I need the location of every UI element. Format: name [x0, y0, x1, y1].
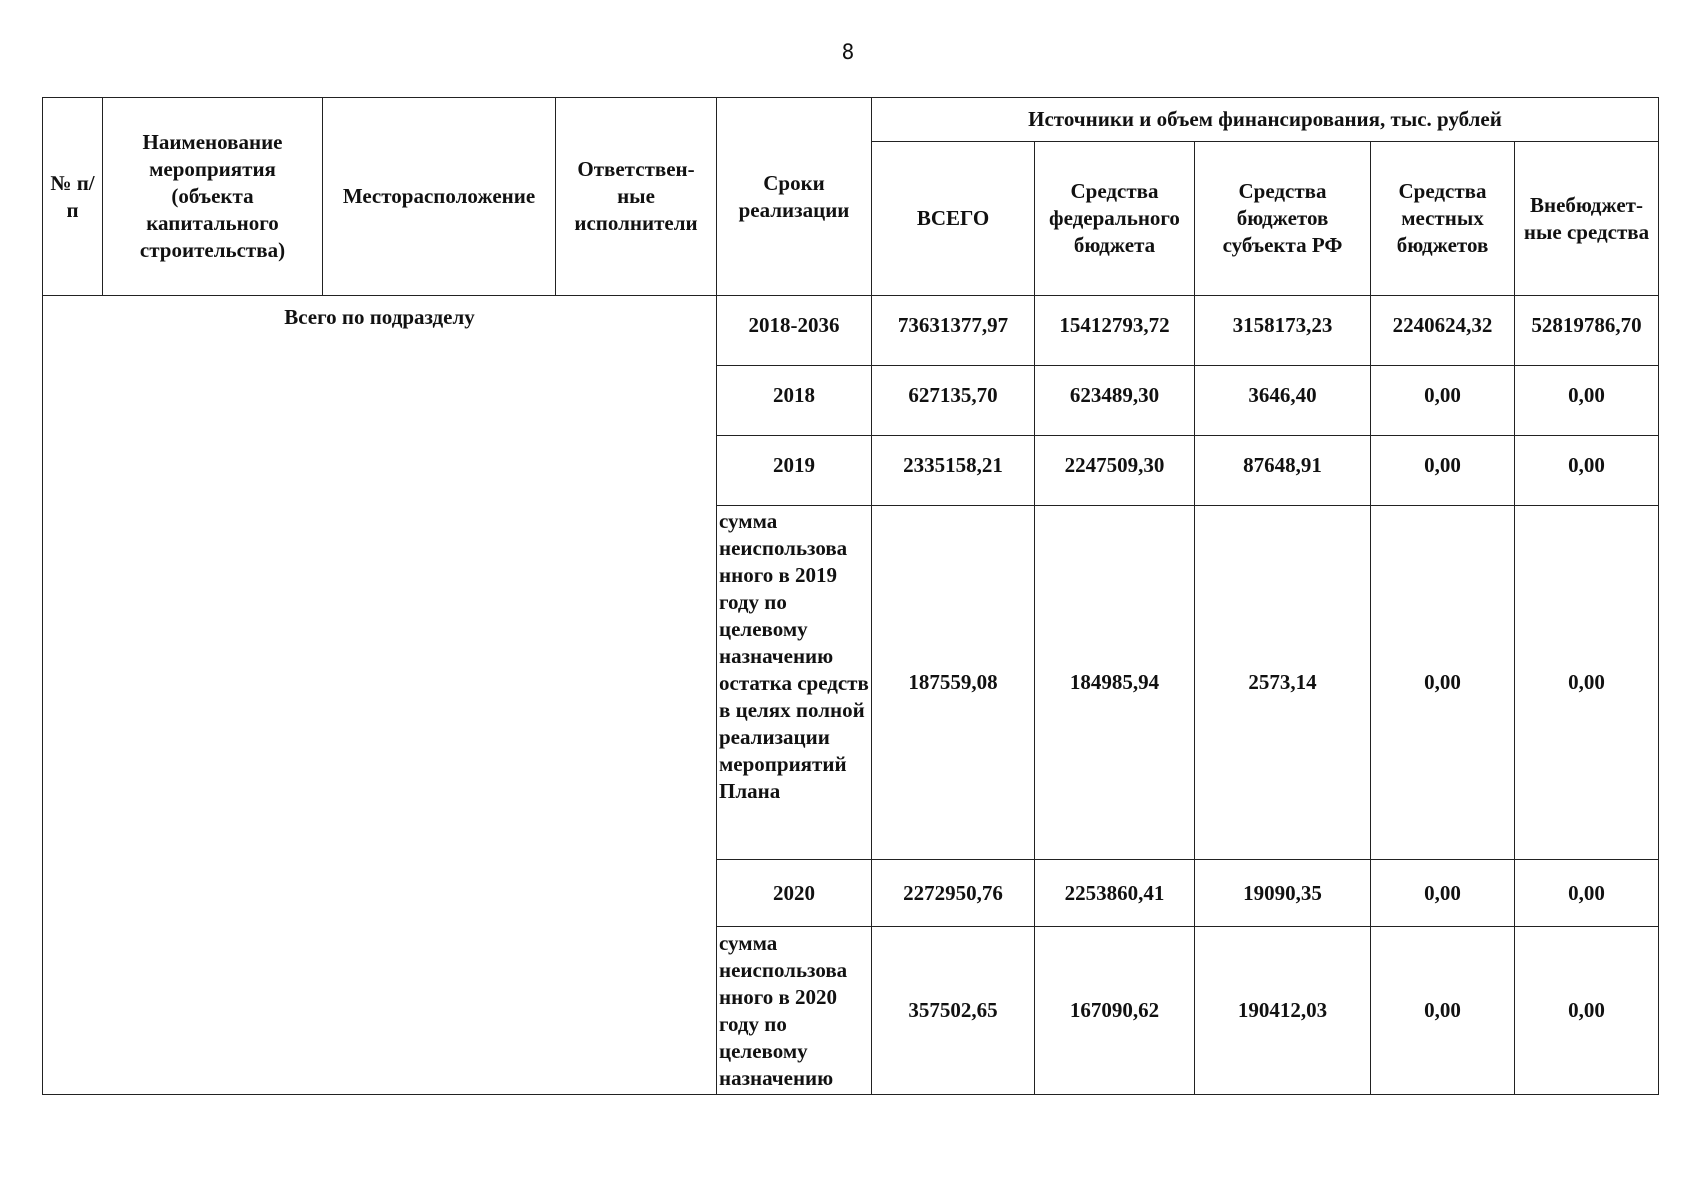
offbudget-cell: 0,00	[1515, 860, 1659, 927]
period-cell: 2018	[717, 366, 872, 436]
subject-cell: 2573,14	[1195, 506, 1371, 860]
header-local: Средства местных бюджетов	[1371, 142, 1515, 296]
local-cell: 0,00	[1371, 436, 1515, 506]
federal-cell: 2253860,41	[1035, 860, 1195, 927]
period-cell: сумма неиспользова нного в 2019 году по целевому назначению остатка средств в целях полной реализации мероприятий Плана	[717, 506, 872, 860]
total-cell: 2272950,76	[872, 860, 1035, 927]
local-cell: 0,00	[1371, 927, 1515, 1095]
local-cell: 0,00	[1371, 860, 1515, 927]
subject-cell: 190412,03	[1195, 927, 1371, 1095]
header-sources: Источники и объем финансирования, тыс. рублей	[872, 98, 1659, 142]
header-total: ВСЕГО	[872, 142, 1035, 296]
header-subject: Средства бюджетов субъекта РФ	[1195, 142, 1371, 296]
header-num: № п/п	[43, 98, 103, 296]
header-row-1	[43, 98, 1659, 142]
subject-cell: 3646,40	[1195, 366, 1371, 436]
section-label: Всего по подразделу	[43, 296, 717, 1095]
header-federal: Средства федерального бюджета	[1035, 142, 1195, 296]
total-cell: 627135,70	[872, 366, 1035, 436]
period-cell: 2019	[717, 436, 872, 506]
local-cell: 0,00	[1371, 506, 1515, 860]
financing-table	[42, 97, 1659, 1095]
offbudget-cell: 0,00	[1515, 506, 1659, 860]
total-cell: 357502,65	[872, 927, 1035, 1095]
federal-cell: 167090,62	[1035, 927, 1195, 1095]
offbudget-cell: 0,00	[1515, 927, 1659, 1095]
header-offbudget: Внебюджет-ные средства	[1515, 142, 1659, 296]
federal-cell: 15412793,72	[1035, 296, 1195, 366]
total-cell: 2335158,21	[872, 436, 1035, 506]
total-cell: 187559,08	[872, 506, 1035, 860]
subject-cell: 3158173,23	[1195, 296, 1371, 366]
local-cell: 0,00	[1371, 366, 1515, 436]
subject-cell: 87648,91	[1195, 436, 1371, 506]
total-cell: 73631377,97	[872, 296, 1035, 366]
header-location: Месторасположение	[323, 98, 556, 296]
offbudget-cell: 52819786,70	[1515, 296, 1659, 366]
period-cell: 2020	[717, 860, 872, 927]
period-cell: 2018-2036	[717, 296, 872, 366]
offbudget-cell: 0,00	[1515, 436, 1659, 506]
local-cell: 2240624,32	[1371, 296, 1515, 366]
offbudget-cell: 0,00	[1515, 366, 1659, 436]
page-number: 8	[841, 40, 855, 64]
header-name: Наименование мероприятия (объекта капитального строительства)	[103, 98, 323, 296]
header-period: Сроки реализации	[717, 98, 872, 296]
period-cell: сумма неиспользова нного в 2020 году по целевому назначению	[717, 927, 872, 1095]
federal-cell: 2247509,30	[1035, 436, 1195, 506]
table-row	[43, 296, 1659, 366]
federal-cell: 184985,94	[1035, 506, 1195, 860]
subject-cell: 19090,35	[1195, 860, 1371, 927]
federal-cell: 623489,30	[1035, 366, 1195, 436]
header-executors: Ответствен-ные исполнители	[556, 98, 717, 296]
